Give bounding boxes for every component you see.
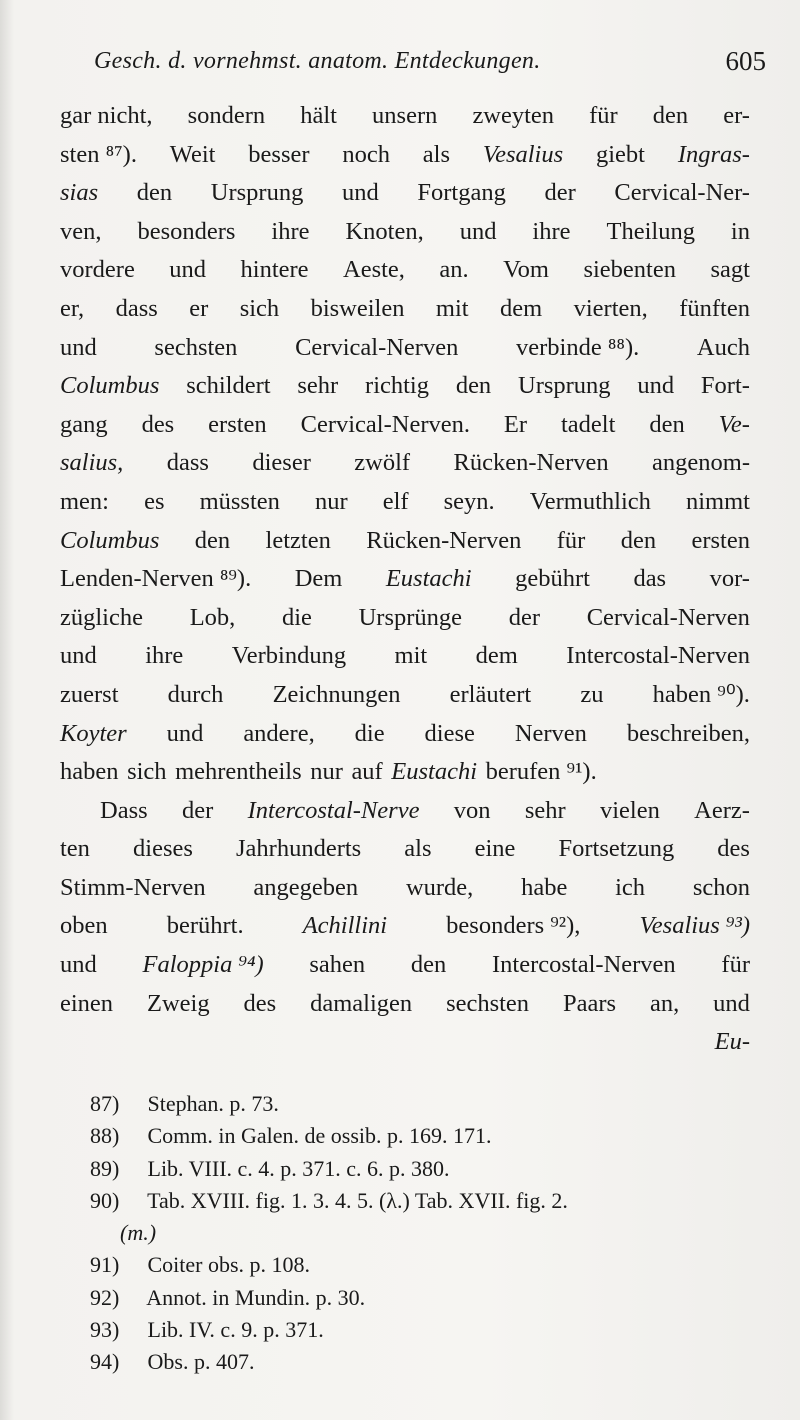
word: auf: [351, 758, 383, 786]
word: Lenden-Nerven ⁸⁹).: [60, 565, 252, 593]
word: fünften: [679, 294, 750, 322]
word: vielen: [599, 796, 660, 824]
word: berufen ⁹¹).: [485, 758, 597, 786]
word: Koyter: [60, 719, 127, 747]
word: sondern: [187, 102, 266, 129]
word: Stimm-Nerven: [60, 873, 206, 901]
text-line: [60, 367, 750, 406]
word: an,: [649, 989, 680, 1017]
word: Dem: [294, 565, 343, 593]
word: nur: [314, 487, 348, 515]
word: noch: [342, 140, 390, 168]
page-header: [0, 40, 800, 86]
word: ich: [615, 873, 646, 901]
word: richtig: [365, 372, 429, 400]
word: vordere: [60, 256, 135, 284]
word: und: [60, 642, 97, 670]
text-line: [60, 97, 750, 136]
word: sich: [239, 294, 280, 322]
word: dass: [115, 294, 158, 322]
word: angegeben: [253, 873, 359, 901]
word: habe: [521, 873, 568, 901]
text-line: [60, 946, 750, 985]
word: müssten: [199, 487, 280, 515]
footnote-text: Comm. in Galen. de ossib. p. 169. 171.: [147, 1123, 492, 1149]
word: zügliche: [60, 603, 143, 631]
word: Columbus: [60, 526, 160, 554]
word: Ursprünge: [358, 603, 463, 631]
footnote-number: 87): [90, 1091, 120, 1116]
word: Zeichnungen: [272, 680, 401, 708]
word: und: [713, 989, 750, 1017]
word: Theilung: [606, 217, 695, 245]
word: der: [544, 179, 576, 207]
word: Eustachi: [385, 565, 472, 593]
word: an.: [439, 256, 469, 284]
text-line: [60, 715, 750, 754]
word: verbinde ⁸⁸).: [516, 333, 640, 361]
footnote-continuation: [90, 1217, 760, 1249]
word: ten: [60, 835, 90, 863]
word: und: [166, 719, 204, 747]
text-line: [60, 560, 750, 599]
word: wurde,: [405, 873, 474, 901]
word: Rücken-Nerven: [366, 526, 522, 554]
footnote: [90, 1153, 760, 1185]
word: ersten: [208, 410, 267, 438]
word: unsern: [372, 102, 438, 129]
footnote: [90, 1088, 760, 1120]
word: elf: [382, 487, 409, 515]
word: Fort-: [700, 372, 750, 400]
running-head: Gesch. d. vornehmst. anatom. Entdeckungen.: [94, 48, 541, 74]
word: und: [169, 256, 207, 284]
footnote-text: Annot. in Mundin. p. 30.: [146, 1284, 366, 1310]
word: Jahrhunderts: [236, 835, 362, 863]
word: beschreiben,: [626, 719, 750, 747]
word: vor-: [709, 565, 750, 593]
footnote: [90, 1249, 760, 1281]
text-line: [60, 830, 750, 869]
word: Dass: [100, 796, 148, 824]
word: Cervical-Nerven: [295, 333, 459, 361]
word: gar nicht,: [60, 102, 153, 129]
word: in: [730, 217, 750, 245]
word: es: [144, 487, 165, 515]
word: Intercostal-Nerven: [492, 951, 676, 979]
footnote-text: Stephan. p. 73.: [147, 1091, 279, 1116]
footnote: [90, 1346, 760, 1378]
word: Ve-: [718, 410, 750, 438]
word: und: [459, 217, 497, 245]
word: Ursprung: [518, 372, 611, 400]
word: salius,: [60, 449, 124, 477]
word: andere,: [243, 719, 315, 747]
footnote: [90, 1120, 760, 1152]
footnote-text: Coiter obs. p. 108.: [147, 1252, 311, 1278]
word: siebenten: [583, 256, 676, 284]
text-line: [60, 483, 750, 522]
word: Lob,: [189, 603, 236, 631]
word: für: [556, 526, 586, 554]
word: sahen: [309, 951, 366, 979]
word: besonders ⁹²),: [446, 912, 581, 940]
word: vierten,: [573, 294, 648, 322]
word: er,: [60, 294, 85, 322]
word: als: [422, 140, 451, 168]
footnote: [90, 1282, 760, 1314]
word: dem: [500, 294, 543, 322]
word: den: [136, 179, 173, 207]
word: Cervical-Nerven.: [300, 410, 470, 438]
word: und: [60, 333, 97, 361]
word: Eustachi: [391, 758, 478, 786]
word: ihre: [145, 642, 184, 670]
word: sagt: [710, 256, 750, 284]
word: Rücken-Nerven: [453, 449, 609, 477]
word: das: [633, 565, 667, 593]
word: damaligen: [310, 989, 413, 1017]
word: hält: [300, 102, 337, 129]
text-line: [60, 599, 750, 638]
word: sechsten: [154, 333, 238, 361]
word: haben ⁹⁰).: [652, 680, 750, 708]
text-line: [60, 290, 750, 329]
word: Weit: [169, 140, 216, 168]
text-line: [60, 637, 750, 676]
catchword-line: [60, 1023, 750, 1062]
word: dieses: [133, 835, 193, 863]
word: angenom-: [652, 449, 750, 477]
word: des: [243, 989, 277, 1017]
word: einen: [60, 989, 114, 1017]
word: gang: [60, 410, 108, 438]
word: zwölf: [354, 449, 411, 477]
footnote-number: 90): [90, 1187, 120, 1213]
word: als: [404, 835, 432, 863]
text-line: [60, 753, 750, 792]
word: sechsten: [446, 989, 530, 1017]
word: tadelt: [560, 410, 616, 438]
word: oben: [60, 912, 108, 940]
text-line: [60, 406, 750, 445]
text-line: [60, 174, 750, 213]
footnote-text: Obs. p. 407.: [147, 1349, 255, 1375]
footnote-number: 91): [90, 1252, 120, 1278]
text-line: [60, 985, 750, 1024]
word: Verbindung: [231, 642, 347, 670]
word: den: [194, 526, 231, 554]
footnote-text: Tab. XVIII. fig. 1. 3. 4. 5. (λ.) Tab. XVII. fig. 2.: [147, 1187, 568, 1213]
footnote-text: (m.): [120, 1220, 157, 1246]
word: Fortgang: [417, 179, 506, 207]
word: Paars: [562, 989, 617, 1017]
word: dass: [166, 449, 209, 477]
word: des: [141, 410, 175, 438]
word: Ingras-: [677, 140, 750, 168]
text-line: [60, 329, 750, 368]
text-line: [60, 251, 750, 290]
text-line: [60, 136, 750, 175]
body-text: [60, 97, 750, 1062]
word: sich: [127, 758, 167, 786]
word: sehr: [524, 796, 566, 824]
word: diese: [424, 719, 475, 747]
word: mehrentheils: [175, 758, 302, 786]
text-line: [60, 869, 750, 908]
footnote-number: 88): [90, 1123, 120, 1149]
footnote: [90, 1314, 760, 1346]
footnote-number: 92): [90, 1284, 120, 1310]
word: den: [620, 526, 657, 554]
footnote-text: Lib. VIII. c. 4. p. 371. c. 6. p. 380.: [147, 1155, 450, 1181]
word: erläutert: [449, 680, 532, 708]
word: zweyten: [472, 102, 555, 129]
word: Knoten,: [345, 217, 424, 245]
word: dem: [475, 642, 518, 670]
word: Ursprung: [210, 179, 304, 207]
word: men:: [60, 487, 109, 515]
word: bisweilen: [310, 294, 405, 322]
word: Vermuthlich: [529, 487, 651, 515]
word: ihre: [271, 217, 310, 245]
word: dieser: [252, 449, 311, 477]
word: er: [189, 294, 209, 322]
word: giebt: [595, 140, 645, 168]
word: besser: [248, 140, 310, 168]
word: berührt.: [166, 912, 244, 940]
word: Achillini: [302, 912, 388, 940]
word: Auch: [696, 333, 750, 361]
page-number: 605: [725, 46, 766, 76]
word: Cervical-Ner-: [614, 179, 750, 207]
word: und: [341, 179, 379, 207]
word: Faloppia ⁹⁴): [142, 951, 264, 979]
word: Vom: [503, 256, 549, 284]
word: für: [721, 951, 750, 979]
text-line: [60, 213, 750, 252]
word: Cervical-Nerven: [586, 603, 750, 631]
word: sten ⁸⁷).: [60, 140, 137, 168]
word: schon: [692, 873, 750, 901]
word: hintere: [240, 256, 309, 284]
word: den: [652, 102, 689, 129]
word: zuerst: [60, 680, 119, 708]
text-line: [60, 522, 750, 561]
word: Aerz-: [694, 796, 750, 824]
word: sias: [60, 179, 99, 207]
text-line: [60, 444, 750, 483]
word: haben: [60, 758, 119, 786]
word: zu: [580, 680, 604, 708]
word: Intercostal-Nerve: [247, 796, 420, 824]
footnote: [90, 1185, 760, 1217]
word: die: [281, 603, 312, 631]
word: Zweig: [146, 989, 210, 1017]
word: ersten: [691, 526, 750, 554]
word: schildert: [186, 372, 271, 400]
word: Columbus: [60, 372, 160, 400]
word: eine: [474, 835, 516, 863]
word: der: [508, 603, 540, 631]
word: letzten: [265, 526, 331, 554]
footnotes: [90, 1088, 760, 1379]
word: für: [589, 102, 618, 129]
footnote-number: 93): [90, 1317, 120, 1343]
word: die: [354, 719, 385, 747]
word: und: [637, 372, 675, 400]
word: mit: [394, 642, 428, 670]
footnote-number: 94): [90, 1349, 120, 1375]
word: den: [410, 951, 447, 979]
word: besonders: [137, 217, 236, 245]
text-line: [60, 676, 750, 715]
word: den: [455, 372, 492, 400]
word: gebührt: [515, 565, 590, 593]
word: ihre: [532, 217, 571, 245]
word: der: [181, 796, 214, 824]
text-line: [60, 907, 750, 946]
word: von: [453, 796, 491, 824]
word: nimmt: [685, 487, 750, 515]
word: seyn.: [443, 487, 495, 515]
word: mit: [435, 294, 469, 322]
word: durch: [167, 680, 224, 708]
word: sehr: [297, 372, 339, 400]
word: des: [717, 835, 750, 863]
word: den: [649, 410, 685, 438]
word: und: [60, 951, 97, 979]
word: Vesalius: [482, 140, 564, 168]
word: Aeste,: [343, 256, 405, 284]
word: nur: [310, 758, 343, 786]
word: ven,: [60, 217, 102, 245]
word: er-: [723, 102, 750, 129]
word: Fortsetzung: [558, 835, 675, 863]
word: Vesalius ⁹³): [639, 912, 750, 940]
catchword: Eu-: [714, 1028, 750, 1056]
footnote-text: Lib. IV. c. 9. p. 371.: [147, 1317, 324, 1343]
footnote-number: 89): [90, 1155, 120, 1181]
word: Er: [503, 410, 528, 438]
word: Nerven: [514, 719, 587, 747]
text-line: [60, 792, 750, 831]
word: Intercostal-Nerven: [566, 642, 750, 670]
